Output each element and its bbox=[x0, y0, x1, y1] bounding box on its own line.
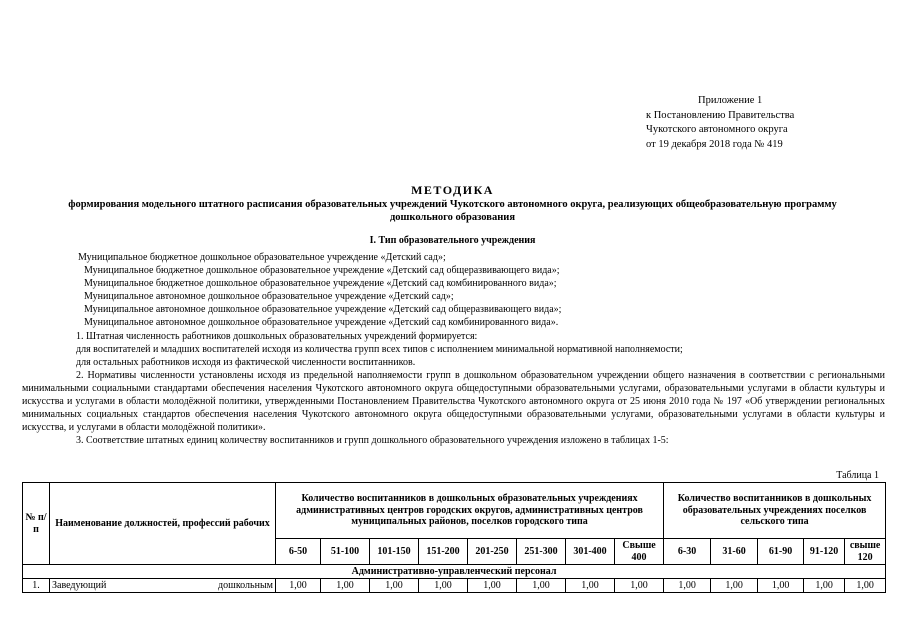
row-value: 1,00 bbox=[517, 579, 566, 593]
body-text bbox=[22, 251, 885, 447]
paragraph-2: 2. Нормативы численности установлены исходя из предельной наполняемости групп в дошкольном образовательном учреждении общего назначения в соответствии с региональными минимальными социальными стандартами обеспечения населения Чукотского автономного округа общедоступными образовательными услугами, образовательными услугами в области культуры и искусства и услугами в области молодёжной политики, утвержденными Постановлением Правительства Чукотского автономного округа от 25 июня 2010 года № 197 «Об утверждении региональных минимальных социальных стандартов обеспечения населения Чукотского автономного округа общедоступными образовательными услугами, образовательными услугами в области культуры и искусства, и услугами в области молодёжной политики». bbox=[22, 369, 885, 434]
column-header-urban: 251-300 bbox=[517, 539, 566, 565]
approval-line: Приложение 1 bbox=[698, 95, 763, 106]
approval-block bbox=[646, 94, 896, 152]
institution-type-item: Муниципальное автономное дошкольное образовательное учреждение «Детский сад»; bbox=[84, 291, 454, 303]
row-name-right: дошкольным bbox=[218, 579, 273, 591]
row-number: 1. bbox=[23, 579, 50, 593]
column-header-name: Наименование должностей, профессий рабочих bbox=[50, 483, 276, 565]
paragraph-1: 1. Штатная численность работников дошкольных образовательных учреждений формируется: bbox=[76, 330, 478, 342]
column-header-urban: 301-400 bbox=[566, 539, 615, 565]
table-row bbox=[23, 579, 886, 593]
approval-line: к Постановлению Правительства bbox=[646, 109, 795, 121]
row-value: 1,00 bbox=[845, 579, 886, 593]
column-header-rural: 6-30 bbox=[664, 539, 711, 565]
document-subtitle: формирования модельного штатного расписания образовательных учреждений Чукотского автономного округа, реализующих общеобразовательную программу дошкольного образования bbox=[68, 199, 837, 223]
column-header-urban: 201-250 bbox=[468, 539, 517, 565]
paragraph-1a: для воспитателей и младших воспитателей исходя из количества групп всех типов с исполнением минимальной нормативной наполняемости; bbox=[76, 343, 683, 355]
column-header-rural: 31-60 bbox=[711, 539, 758, 565]
institution-type-item: Муниципальное бюджетное дошкольное образовательное учреждение «Детский сад комбинированного вида»; bbox=[84, 278, 557, 290]
section-heading: I. Тип образовательного учреждения bbox=[369, 235, 536, 246]
column-header-urban: 51-100 bbox=[321, 539, 370, 565]
document-title: МЕТОДИКА bbox=[411, 183, 494, 197]
approval-line: Чукотского автономного округа bbox=[646, 124, 788, 135]
row-value: 1,00 bbox=[615, 579, 664, 593]
staffing-table bbox=[22, 482, 886, 593]
approval-line: от 19 декабря 2018 года № 419 bbox=[646, 138, 783, 150]
row-value: 1,00 bbox=[566, 579, 615, 593]
row-value: 1,00 bbox=[321, 579, 370, 593]
paragraph-3: 3. Соответствие штатных единиц количеству воспитанников и групп дошкольного образовательного учреждения изложено в таблицах 1-5: bbox=[76, 435, 669, 447]
row-value: 1,00 bbox=[664, 579, 711, 593]
table-section-row bbox=[23, 565, 886, 579]
column-group-urban: Количество воспитанников в дошкольных образовательных учреждениях административных центров городских округов, административных центров муниципальных районов, поселков городского типа bbox=[276, 483, 664, 539]
row-value: 1,00 bbox=[370, 579, 419, 593]
column-header-urban: 151-200 bbox=[419, 539, 468, 565]
row-value: 1,00 bbox=[804, 579, 845, 593]
column-header-urban: Свыше 400 bbox=[615, 539, 664, 565]
institution-type-item: Муниципальное бюджетное дошкольное образовательное учреждение «Детский сад»; bbox=[78, 252, 446, 263]
institution-type-item: Муниципальное бюджетное дошкольное образовательное учреждение «Детский сад общеразвивающего вида»; bbox=[84, 265, 560, 277]
row-value: 1,00 bbox=[276, 579, 321, 593]
column-header-rural: 61-90 bbox=[758, 539, 804, 565]
row-value: 1,00 bbox=[468, 579, 517, 593]
row-value: 1,00 bbox=[711, 579, 758, 593]
row-value: 1,00 bbox=[758, 579, 804, 593]
institution-type-item: Муниципальное автономное дошкольное образовательное учреждение «Детский сад общеразвивающего вида»; bbox=[84, 304, 562, 316]
column-header-rural: 91-120 bbox=[804, 539, 845, 565]
column-header-number: № п/п bbox=[23, 483, 50, 565]
paragraph-1b: для остальных работников исходя из фактической численности воспитанников. bbox=[76, 356, 416, 368]
row-value: 1,00 bbox=[419, 579, 468, 593]
section-label: Административно-управленческий персонал bbox=[23, 565, 886, 579]
row-name bbox=[50, 579, 276, 593]
table-caption: Таблица 1 bbox=[836, 470, 879, 481]
column-header-urban: 6-50 bbox=[276, 539, 321, 565]
column-group-rural: Количество воспитанников в дошкольных образовательных учреждениях поселков сельского типа bbox=[664, 483, 886, 539]
column-header-urban: 101-150 bbox=[370, 539, 419, 565]
row-name-left: Заведующий bbox=[52, 579, 107, 591]
column-header-rural: свыше 120 bbox=[845, 539, 886, 565]
institution-type-item: Муниципальное автономное дошкольное образовательное учреждение «Детский сад комбинированного вида». bbox=[84, 317, 559, 329]
